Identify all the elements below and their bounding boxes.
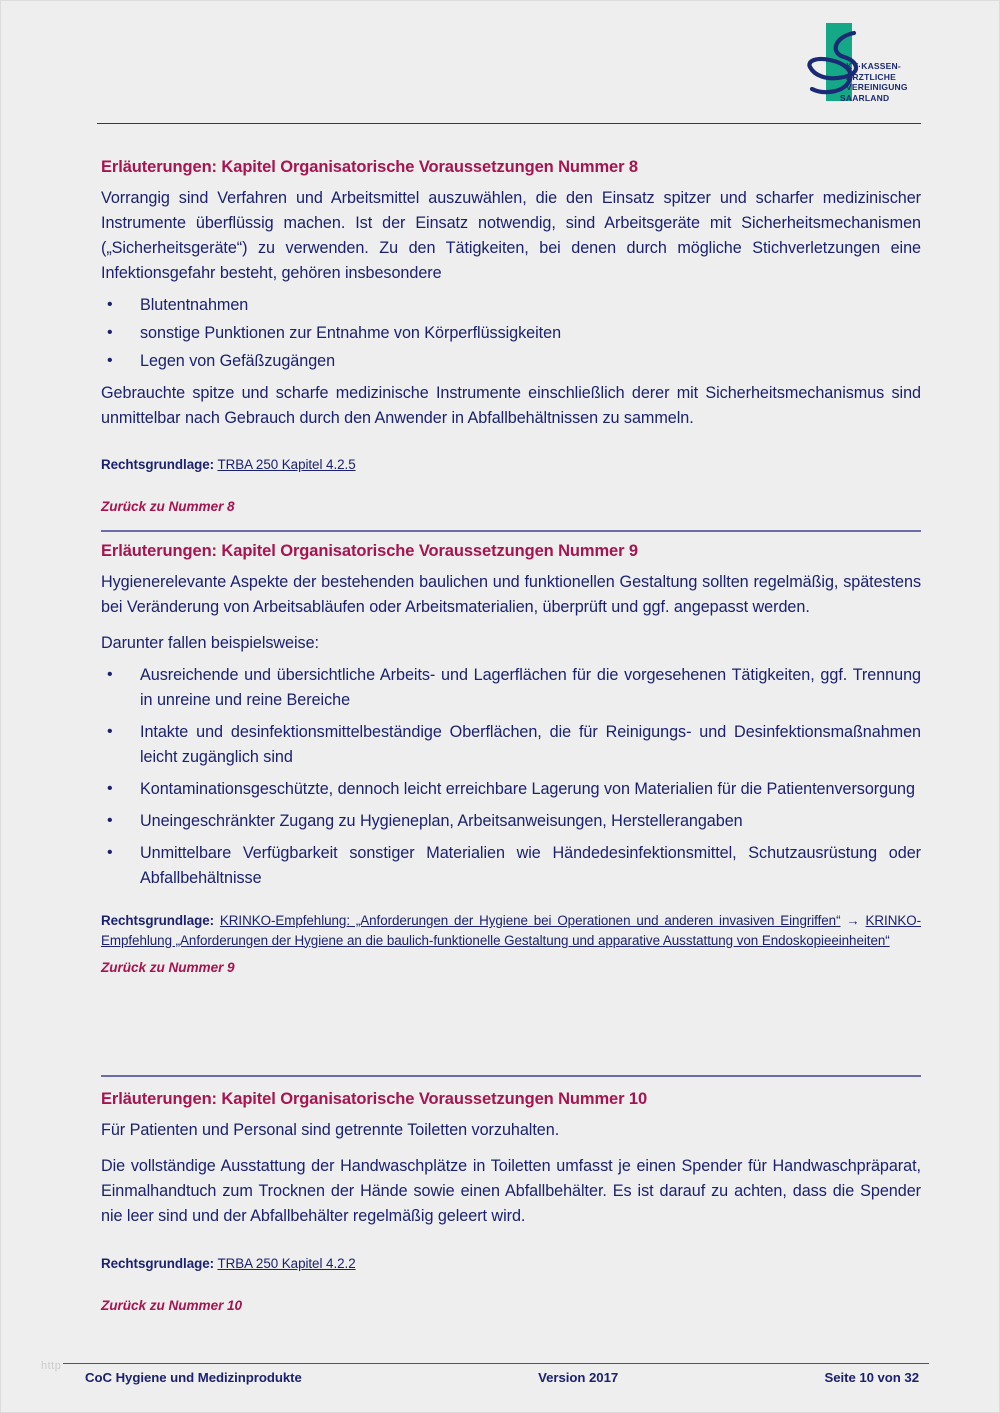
legal-basis-link[interactable]: TRBA 250 Kapitel 4.2.2 <box>217 1256 356 1271</box>
footer-page-number: Seite 10 von 32 <box>824 1370 919 1385</box>
back-to-number-link[interactable]: Zurück zu Nummer 10 <box>101 1297 243 1313</box>
logo-line-3: VEREINIGUNG <box>846 82 908 92</box>
legal-basis-label: Rechtsgrundlage: <box>101 457 215 472</box>
page-header <box>1 1 1000 133</box>
page-watermark: http <box>41 1360 62 1372</box>
arrow-icon: → <box>846 913 860 928</box>
section-9-paragraph-1: Hygienerelevante Aspekte der bestehenden baulichen und funktionellen Gestaltung sollten regelmäßig, spätestens bei Veränderung von Arbeitsabläufen oder Arbeitsmaterialien, überprüft und ggf. angepasst werden. <box>101 573 921 616</box>
section-divider-2 <box>101 1075 921 1077</box>
footer-version: Version 2017 <box>538 1370 619 1385</box>
section-8-paragraph-1: Vorrangig sind Verfahren und Arbeitsmittel auszuwählen, die den Einsatz spitzer und scharfer medizinischer Instrumente überflüssig machen. Ist der Einsatz notwendig, sind Arbeitsgeräte mit Sicherheitsmechanismen („Sicherheitsgeräte“) zu verwenden. Zu den Tätigkeiten, bei denen durch mögliche Stichverletzungen eine Infektionsgefahr besteht, gehören insbesondere <box>101 189 921 282</box>
section-10-paragraph-1: Für Patienten und Personal sind getrennte Toiletten vorzuhalten. <box>101 1121 560 1139</box>
footer-divider <box>63 1363 929 1364</box>
logo-wordmark <box>840 61 932 103</box>
legal-basis-label: Rechtsgrundlage: <box>101 913 215 928</box>
section-10-paragraph-2: Die vollständige Ausstattung der Handwaschplätze in Toiletten umfasst je einen Spender für Handwaschpräparat, Einmalhandtuch zum Trocknen der Hände sowie einen Abfallbehälter. Es ist darauf zu achten, dass die Spender nie leer sind und der Abfallbehälter regelmäßig geleert wird. <box>101 1157 921 1225</box>
list-item: • Unmittelbare Verfügbarkeit sonstiger Materialien wie Händedesinfektionsmittel, Schutzausrüstung oder Abfallbehältnisse <box>101 841 921 891</box>
section-8-title: Erläuterungen: Kapitel Organisatorische Voraussetzungen Nummer 8 <box>101 158 639 176</box>
legal-basis-link[interactable]: TRBA 250 Kapitel 4.2.5 <box>217 457 356 472</box>
list-item: • Legen von Gefäßzugängen <box>101 349 921 374</box>
list-item: • Kontaminationsgeschützte, dennoch leicht erreichbare Lagerung von Materialien für die Patientenversorgung <box>101 777 921 802</box>
legal-basis-link-1[interactable]: KRINKO-Empfehlung: „Anforderungen der Hygiene bei Operationen und anderen invasiven Eingriffen“ <box>219 913 841 928</box>
legal-basis-link-2[interactable]: KRINKO-Empfehlung „Anforderungen der Hygiene an die baulich-funktionelle Gestaltung und apparative Ausstattung von Endoskopieeinheiten“ <box>101 913 921 948</box>
list-item: • sonstige Punktionen zur Entnahme von Körperflüssigkeiten <box>101 321 921 346</box>
section-divider-1 <box>101 530 921 532</box>
back-to-number-link[interactable]: Zurück zu Nummer 8 <box>101 498 235 514</box>
kv-saarland-logo <box>804 23 929 115</box>
list-item: • Intakte und desinfektionsmittelbeständige Oberflächen, die für Reinigungs- und Desinfektionsmaßnahmen leicht zugänglich sind <box>101 720 921 770</box>
section-8-paragraph-2: Gebrauchte spitze und scharfe medizinische Instrumente einschließlich derer mit Sicherheitsmechanismus sind unmittelbar nach Gebrauch durch den Anwender in Abfallbehältnissen zu sammeln. <box>101 384 921 427</box>
section-9-title: Erläuterungen: Kapitel Organisatorische Voraussetzungen Nummer 9 <box>101 542 639 560</box>
section-nummer-10 <box>101 1089 921 1315</box>
footer-document-title: CoC Hygiene und Medizinprodukte <box>85 1370 302 1385</box>
list-item: • Blutentnahmen <box>101 293 921 318</box>
section-10-title: Erläuterungen: Kapitel Organisatorische Voraussetzungen Nummer 10 <box>101 1090 648 1108</box>
section-nummer-8 <box>101 157 921 516</box>
logo-line-1: KV·KASSEN- <box>846 61 901 71</box>
list-item: • Ausreichende und übersichtliche Arbeits- und Lagerflächen für die vorgesehenen Tätigkeiten, ggf. Trennung in unreine und reine Bereiche <box>101 663 921 713</box>
section-8-legal-basis <box>101 455 921 475</box>
section-10-legal-basis <box>101 1254 921 1274</box>
list-item: • Uneingeschränkter Zugang zu Hygieneplan, Arbeitsanweisungen, Herstellerangaben <box>101 809 921 834</box>
section-8-bullet-list <box>101 293 921 374</box>
page-footer <box>85 1370 919 1385</box>
section-9-bullet-list <box>101 663 921 891</box>
section-9-paragraph-2: Darunter fallen beispielsweise: <box>101 634 319 652</box>
section-nummer-9 <box>101 541 921 977</box>
back-to-number-link[interactable]: Zurück zu Nummer 9 <box>101 960 235 975</box>
legal-basis-label: Rechtsgrundlage: <box>101 1256 215 1271</box>
section-9-legal-basis <box>101 911 921 950</box>
logo-line-4: SAARLAND <box>840 92 890 103</box>
logo-line-2: ÄRZTLICHE <box>846 71 896 82</box>
header-divider <box>97 123 921 124</box>
